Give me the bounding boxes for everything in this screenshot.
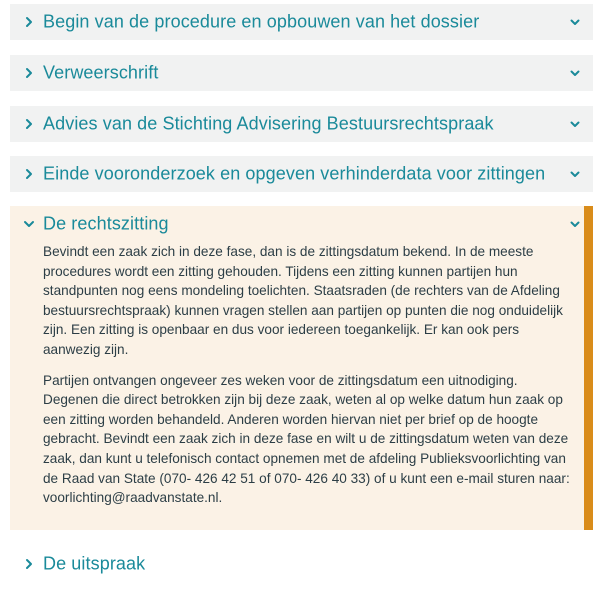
checkmark-icon	[569, 118, 581, 130]
checkmark-icon	[569, 218, 581, 230]
chevron-right-icon	[22, 557, 36, 571]
chevron-right-icon	[22, 15, 36, 29]
checkmark-icon	[569, 16, 581, 28]
chevron-right-icon	[22, 117, 36, 131]
chevron-right-icon	[22, 167, 36, 181]
accordion-header[interactable]	[10, 546, 593, 582]
accordion-header[interactable]	[10, 4, 593, 40]
accordion-item-rechtszitting	[10, 206, 593, 530]
accordion-item-einde-vooronderzoek[interactable]	[10, 156, 593, 192]
accordion-title: Begin van de procedure en opbouwen van het dossier	[43, 11, 480, 32]
accordion-item-uitspraak[interactable]	[10, 546, 593, 582]
chevron-right-icon	[22, 66, 36, 80]
accordion-header[interactable]	[10, 156, 593, 192]
accordion-item-verweerschrift[interactable]	[10, 55, 593, 91]
accordion-item-advies[interactable]	[10, 106, 593, 142]
accordion-header[interactable]	[10, 206, 584, 242]
accordion-item-begin[interactable]	[10, 4, 593, 40]
body-paragraph: Partijen ontvangen ongeveer zes weken voor de zittingsdatum een uitnodiging. Degenen die direct betrokken zijn bij deze zaak, weten al op welke datum hun zaak op een zitting worden behandeld. Anderen worden hiervan niet per brief op de hoogte gebracht. Bevindt een zaak zich in deze fase en wilt u de zittingsdatum weten van deze zaak, dan kunt u telefonisch contact opnemen met de afdeling Publieksvoorlichting van de Raad van State (070- 426 42 51 of 070- 426 40 33) of u kunt een e-mail sturen naar: voorlichting@raadvanstate.nl.	[43, 372, 570, 506]
body-paragraph: Bevindt een zaak zich in deze fase, dan is de zittingsdatum bekend. In de meeste procedures wordt een zitting gehouden. Tijdens een zitting kunnen partijen hun standpunten nog eens mondeling toelichten. Staatsraden (de rechters van de Afdeling bestuursrechtspraak) kunnen vragen stellen aan partijen op punten die nog onduidelijk zijn. Een zitting is openbaar en dus voor iedereen toegankelijk. Er kan ook pers aanwezig zijn.	[43, 244, 563, 357]
accordion-header[interactable]	[10, 55, 593, 91]
accordion-title: De uitspraak	[43, 553, 146, 574]
accordion-body	[10, 242, 584, 508]
chevron-down-icon	[22, 217, 36, 231]
accordion-title: Verweerschrift	[43, 62, 159, 83]
accordion-header[interactable]	[10, 106, 593, 142]
accordion-title: Advies van de Stichting Advisering Bestuursrechtspraak	[43, 113, 494, 134]
checkmark-icon	[569, 67, 581, 79]
checkmark-icon	[569, 168, 581, 180]
accordion-title: Einde vooronderzoek en opgeven verhinderdata voor zittingen	[43, 163, 546, 184]
accordion-title: De rechtszitting	[43, 213, 169, 234]
